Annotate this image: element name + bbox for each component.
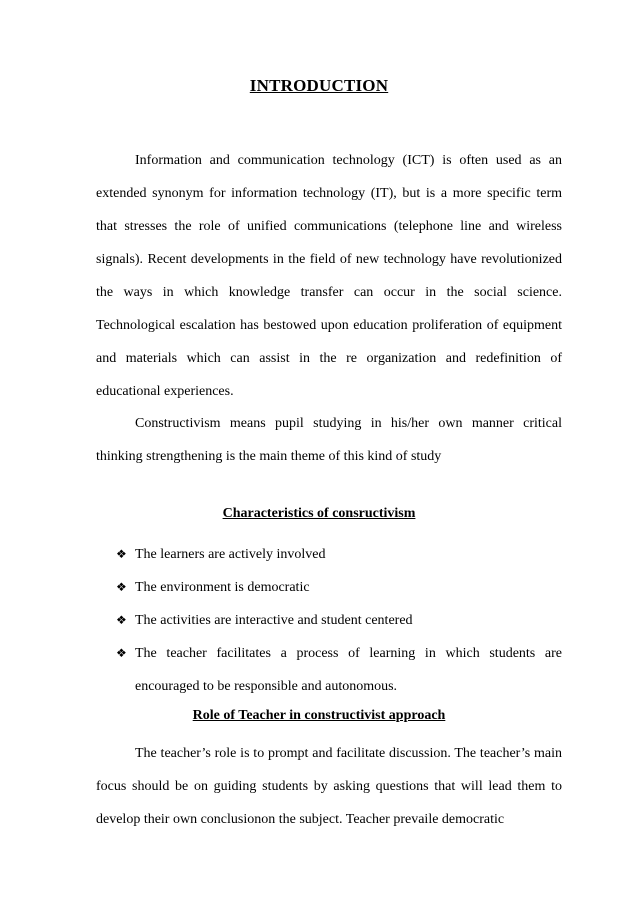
diamond-bullet-icon: ❖ (116, 580, 127, 594)
characteristics-list (116, 538, 562, 703)
list-item-text: The learners are actively involved (135, 547, 326, 562)
page-title: INTRODUCTION (249, 76, 389, 95)
list-item-text: The activities are interactive and student centered (135, 613, 413, 628)
teacher-role-heading: Role of Teacher in constructivist approach (192, 708, 446, 723)
diamond-bullet-icon: ❖ (116, 547, 127, 561)
list-item-text: The teacher facilitates a process of learning in which students are encouraged to be responsible and autonomous. (135, 646, 562, 694)
intro-paragraph-constructivism: Constructivism means pupil studying in his/her own manner critical thinking strengthening is the main theme of this kind of study (96, 416, 562, 464)
list-item (116, 538, 562, 571)
teacher-role-paragraph: The teacher’s role is to prompt and facilitate discussion. The teacher’s main focus should be on guiding students by asking questions that will lead them to develop their own conclusionon the subject. Teacher prevaile democratic (96, 746, 562, 827)
list-item (116, 571, 562, 604)
list-item (116, 604, 562, 637)
intro-paragraph-ict: Information and communication technology (ICT) is often used as an extended synonym for information technology (IT), but is a more specific term that stresses the role of unified communications (telephone line and wireless signals). Recent developments in the field of new technology have revolutionized the ways in which knowledge transfer can occur in the social science. Technological escalation has bestowed upon education proliferation of equipment and materials which can assist in the re organization and redefinition of educational experiences. (96, 153, 562, 399)
list-item (116, 637, 562, 703)
list-item-text: The environment is democratic (135, 580, 310, 595)
diamond-bullet-icon: ❖ (116, 646, 127, 660)
characteristics-heading: Characteristics of consructivism (222, 506, 416, 521)
diamond-bullet-icon: ❖ (116, 613, 127, 627)
